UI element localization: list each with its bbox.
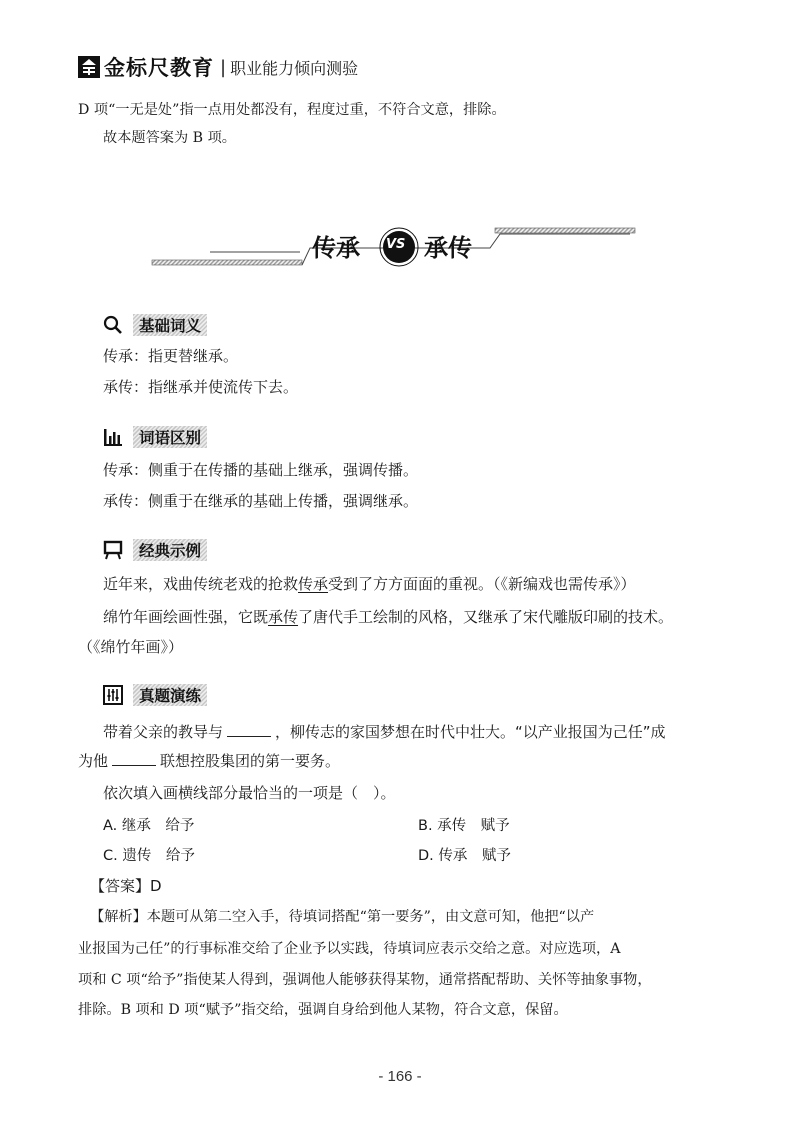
analysis-line-2: 业报国为己任”的行事标准交给了企业予以实践，待填词应表示交给之意。对应选项，A bbox=[78, 941, 621, 957]
analysis-line-4: 排除。B 项和 D 项“赋予”指交给，强调自身给到他人某物，符合文意，保留。 bbox=[78, 1002, 568, 1018]
answer-blank-1 bbox=[227, 722, 271, 737]
presentation-board-icon bbox=[103, 540, 123, 560]
example-2-pre: 绵竹年画绘画性强，它既 bbox=[103, 608, 269, 626]
title-word-right: 承传 bbox=[424, 234, 472, 262]
subject-title: 职业能力倾向测验 bbox=[230, 58, 359, 78]
question-part-2: ，柳传志的家国梦想在时代中壮大。“以产业报国为己任”成 bbox=[275, 723, 666, 741]
diff-line-1: 传承：侧重于在传播的基础上继承，强调传播。 bbox=[103, 461, 419, 479]
intro-line-1: D 项“一无是处”指一点用处都没有，程度过重，不符合文意，排除。 bbox=[78, 102, 506, 118]
page-header bbox=[78, 52, 358, 82]
example-2-post: 了唐代手工绘制的风格，又继承了宋代雕版印刷的技术。 bbox=[298, 608, 674, 626]
question-line-2 bbox=[78, 750, 340, 772]
section-classic-examples bbox=[103, 538, 207, 562]
title-word-left: 传承 bbox=[312, 234, 360, 262]
logo-icon bbox=[78, 56, 100, 78]
question-line-1 bbox=[103, 721, 666, 743]
example-1-keyword: 传承 bbox=[298, 575, 329, 593]
question-part-4: 联想控股集团的第一要务。 bbox=[160, 752, 341, 770]
section-basic-meaning bbox=[103, 313, 207, 337]
example-1-post: 受到了方方面面的重视。（《新编戏也需传承》） bbox=[328, 575, 636, 593]
option-c: C. 遗传 给予 bbox=[103, 848, 195, 864]
question-part-3: 为他 bbox=[78, 752, 109, 770]
example-1-pre: 近年来，戏曲传统老戏的抢救 bbox=[103, 575, 299, 593]
diff-line-2: 承传：侧重于在继承的基础上传播，强调继承。 bbox=[103, 492, 419, 510]
intro-line-2: 故本题答案为 B 项。 bbox=[103, 130, 236, 146]
basic-def-2: 承传：指继承并使流传下去。 bbox=[103, 378, 299, 396]
option-b: B. 承传 赋予 bbox=[418, 818, 510, 834]
brand-name: 金标尺教育 bbox=[104, 56, 214, 80]
section-word-difference bbox=[103, 425, 207, 449]
section-practice bbox=[103, 683, 207, 707]
section-examples-label: 经典示例 bbox=[133, 539, 207, 561]
page-number: - 166 - bbox=[378, 1068, 422, 1085]
example-2-source: （《绵竹年画》） bbox=[78, 638, 184, 656]
section-diff-label: 词语区别 bbox=[133, 426, 207, 448]
analysis-line-1: 【解析】本题可从第二空入手，待填词搭配“第一要务”，由文意可知，他把“以产 bbox=[90, 909, 595, 925]
section-basic-label: 基础词义 bbox=[133, 314, 207, 336]
example-2 bbox=[103, 606, 673, 628]
example-1 bbox=[103, 573, 636, 595]
basic-def-1: 传承：指更替继承。 bbox=[103, 347, 239, 365]
vs-badge: VS bbox=[386, 237, 406, 252]
example-2-keyword: 承传 bbox=[268, 608, 299, 626]
search-icon bbox=[103, 315, 123, 335]
answer: 【答案】D bbox=[90, 877, 162, 895]
equalizer-icon bbox=[103, 685, 123, 705]
option-a: A. 继承 给予 bbox=[103, 818, 195, 834]
option-d: D. 传承 赋予 bbox=[418, 848, 511, 864]
section-practice-label: 真题演练 bbox=[133, 684, 207, 706]
question-instruction: 依次填入画横线部分最恰当的一项是（ ）。 bbox=[103, 784, 396, 802]
question-part-1: 带着父亲的教导与 bbox=[103, 723, 224, 741]
answer-blank-2 bbox=[112, 751, 156, 766]
header-separator: | bbox=[220, 56, 227, 78]
analysis-line-3: 项和 C 项“给予”指使某人得到，强调他人能够获得某物，通常搭配帮助、关怀等抽象事物， bbox=[78, 972, 652, 988]
bar-chart-icon bbox=[103, 427, 123, 447]
